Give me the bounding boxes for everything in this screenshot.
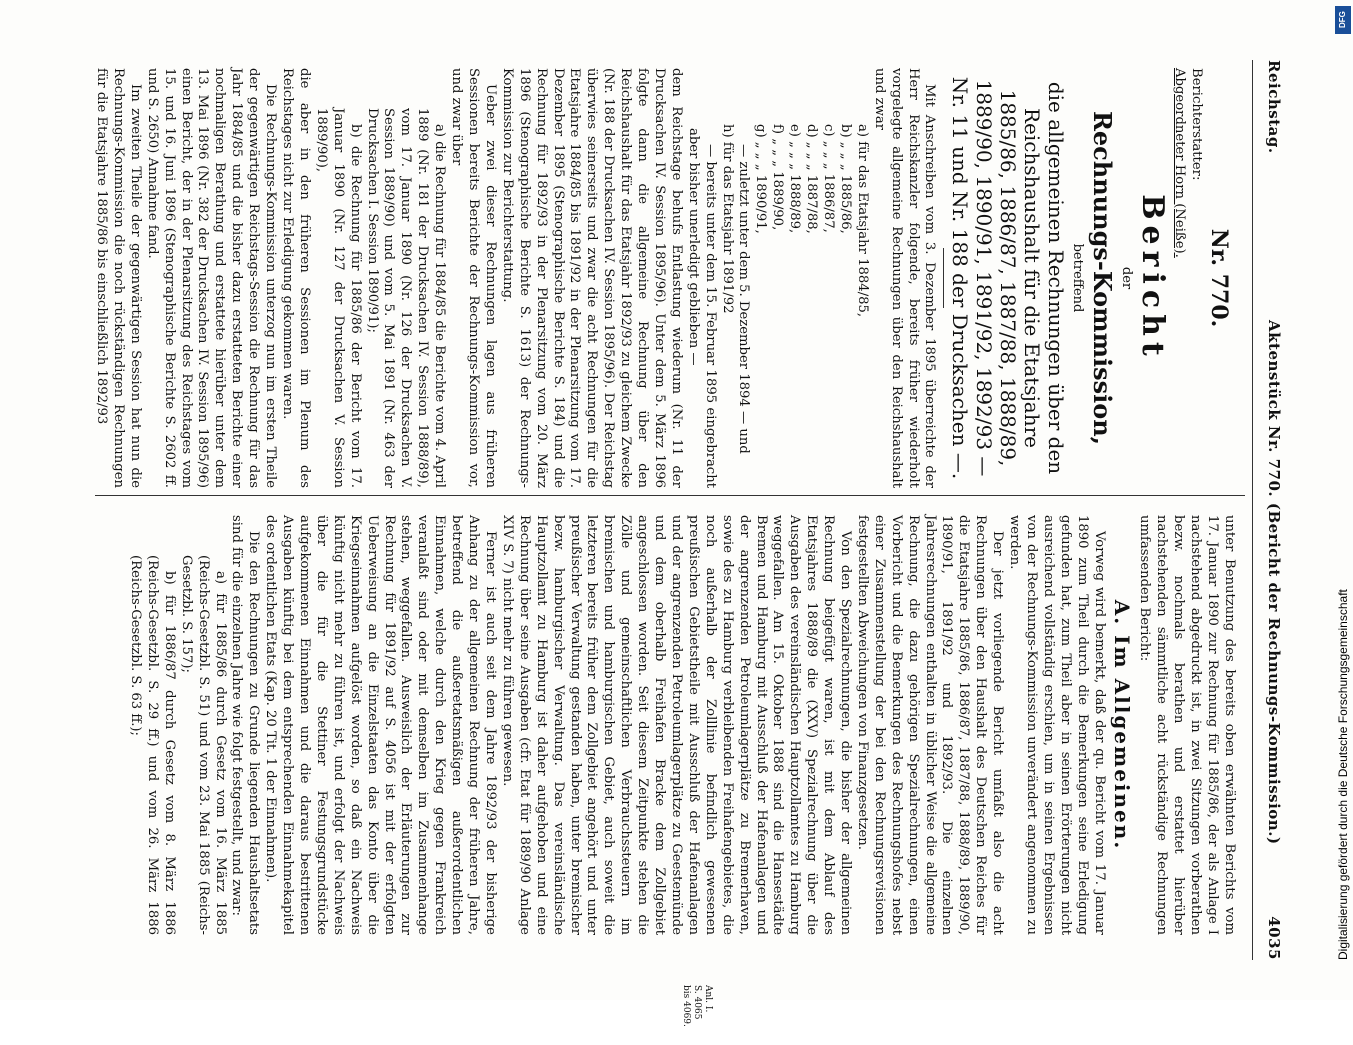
credit-text: Digitalisierung gefördert durch die Deutsche Forschungsgemeinschaft — [1336, 589, 1350, 960]
list-item: a) die Rechnung für 1884/85 die Berichte vom 4. April 1889 (Nr. 181 der Drucksachen IV. Session 1888/89), vom 17. Januar 1890 (Nr. 126 der Drucksachen V. Session 1889/90) und vom 5. Mai 1891 (Nr. 463 der Drucksachen I. Session 1890/91); — [364, 108, 448, 488]
section-heading: A. Im Allgemeinen. — [1109, 599, 1134, 851]
left-column — [92, 68, 1237, 488]
list-item: a) für das Etatsjahr 1884/85, — [854, 124, 870, 318]
report-title: Bericht — [1135, 194, 1171, 362]
paragraph: Vorweg wird bemerkt, daß der qu. Bericht vom 17. Januar 1890 zum Theil durch die Bemerkungen seine Erledigung gefunden hat, zum Theil aber in seinen Erörterungen nicht ausreichend vollständig erschien, um in seinen Ergebnissen von der Rechnungs-Kommission unverändert angenommen zu werden. — [1007, 515, 1107, 935]
list-item: g) „ „ „ 1890/91, — [753, 124, 769, 234]
paragraph: die aber in den früheren Sessionen im Plenum des Reichstages nicht zur Erledigung gekommen waren. — [280, 68, 312, 488]
paragraph: unter Benutzung des bereits oben erwähnten Berichts vom 17. Januar 1890 zur Rechnung für 1885/86, der als Anlage I nachstehend abgedruckt ist, in zwei Sitzungen vorberathen bezw. nochmals berathen und erstattet hierüber nachstehenden sämmtliche acht rückständige Rechnungen umfassenden Bericht: — [1137, 515, 1237, 935]
margin-note-line: bis 4069. — [681, 985, 691, 1027]
dfg-logo: DFG — [1335, 6, 1351, 34]
list-item: c) „ „ „ 1886/87, — [821, 124, 837, 233]
document-number: Nr. 770. — [1206, 228, 1232, 328]
right-column — [126, 515, 1237, 935]
margin-note-line: Anl. I. — [703, 985, 713, 1013]
header-center: Aktenstück Nr. 770. (Bericht der Rechnungs-Kommission.) — [1265, 320, 1283, 845]
paragraph: Von den Spezialrechnungen, die bisher der allgemeinen Rechnung beigefügt waren, ist mit dem Ablauf des Etatsjahres 1888/89 die (XXV) Spezialrechnung über die Ausgaben des vereinsländischen Hauptzollamtes zu Hamburg weggefallen. Am 15. Oktober 1888 sind die Hansestädte Bremen und Hamburg mit Ausschluß der Hafenanlagen und der angrenzenden Petroleumlagerplätze zu Bremerhaven, sowie des zu Hamburg verbleibenden Freihafengebietes, die noch außerhalb der Zolllinie befindlich gewesenen preußischen Gebietstheile mit Ausschluß der Hafenanlagen und der angrenzenden Petroleumlagerplätze zu Geestemünde und dem oberhalb Freihafen Bracke dem Zollgebiet angeschlossen worden. Seit diesem Zeitpunkte stehen die Zölle und gemeinschaftlichen Verbrauchssteuern im bremischen und hamburgischen Gebiet, auch soweit die letzteren bereits früher dem Zollgebiet angehört und unter preußischer Verwaltung gestanden haben, unter bremischer bezw. hamburgischer Verwaltung. Das vereinsländische Hauptzollamt zu Hamburg ist daher aufgehoben und eine Rechnung über seine Ausgaben (cfr. Etat für 1889/90 Anlage XIV S. 7) nicht mehr zu führen gewesen. — [499, 515, 854, 935]
list-item: d) „ „ „ 1887/88, — [804, 124, 820, 234]
list-item: h) für das Etatsjahr 1891/92 — [719, 124, 735, 314]
list-item: b) „ „ „ 1885/86, — [837, 124, 853, 234]
divider — [943, 248, 944, 308]
paragraph: Die den Rechnungen zu Grunde liegenden Haushaltsetats sind für die einzelnen Jahre wie folgt festgestellt, und zwar: — [229, 515, 262, 935]
running-header — [1252, 60, 1293, 960]
reporter-name: Abgeordneter Horn (Neiße). — [1172, 68, 1188, 258]
paragraph: Die Rechnungs-Kommission unterzog nun im ersten Theile der gegenwärtigen Reichstags-Session die Rechnung für das Jahr 1884/85 und die bisher dazu erstatteten Berichte einer nochmaligen Berathung und erstattete hierüber unter dem 13. Mai 1896 (Nr. 382 der Drucksachen IV. Session 1895/96) einen Bericht, der in der Plenarsitzung des Reichstages vom 15. und 16. Juni 1896 (Stenographische Berichte S. 2602 ff. und S. 2650) Annahme fand. — [144, 68, 279, 488]
list-item: f) „ „ „ 1889/90, — [770, 124, 786, 231]
paragraph: Mit Anschreiben vom 3. Dezember 1895 überreichte der Herr Reichskanzler folgende, bereits früher wiederholt vorgelegte allgemeine Rechnungen über den Reichshaushalt und zwar — [871, 68, 938, 488]
report-title-der: der — [1119, 266, 1135, 290]
paragraph: Ueber zwei dieser Rechnungen lagen aus früheren Sessionen bereits Berichte der Rechnungs-Kommission vor, und zwar über — [449, 68, 498, 488]
list-item: a) für 1885/86 durch Gesetz vom 16. März 1885 (Reichs-Gesetzbl. S. 51) und vom 23. Mai 1885 (Reichs-Gesetzbl. S. 157); — [178, 555, 228, 935]
list-note: — zuletzt unter dem 5. Dezember 1894 — und — [736, 144, 752, 454]
digitization-credit — [1333, 0, 1353, 1000]
paragraph: Ferner ist auch seit dem Jahre 1892/93 der bisherige Anhang zu der allgemeinen Rechnung der früheren Jahre, betreffend die außeretatsmäßigen außerordentlichen Einnahmen, welche durch den Krieg gegen Frankreich veranlaßt sind oder mit demselben im Zusammenhange stehen, weggefallen. Ausweislich der Erläuterungen zur Rechnung für 1891/92 auf S. 4056 ist mit der erfolgten Ueberweisung an die Einzelstaaten das Konto über die Kriegseinnahmen aufgelöst worden, so daß ein Nachweis künftig nicht mehr zu führen ist, und erfolgt der Nachweis über die für die Stettiner Festungsgrundstücke aufgekommenen Einnahmen und die daraus bestrittenen Ausgaben künftig bei dem entsprechenden Einnahmekapitel des ordentlichen Etats (Kap. 20 Tit. 1 der Einnahmen). — [263, 515, 499, 935]
list-note: — bereits unter dem 15. Februar 1895 eingebracht aber bisher unerledigt geblieben — — [685, 128, 718, 488]
report-commission: Rechnungs-Kommission, — [1088, 110, 1118, 446]
list-item: b) die Rechnung für 1885/86 der Bericht vom 17. Januar 1890 (Nr. 127 der Drucksachen V. Session 1889/90), — [313, 108, 363, 488]
list-item: b) für 1886/87 durch Gesetz vom 8. März 1886 (Reichs-Gesetzbl. S. 29 ff.) und vom 26. März 1886 (Reichs-Gesetzbl. S. 63 ff.); — [128, 555, 177, 935]
margin-note-line: S. 4065 — [692, 985, 702, 1020]
reporter-label: Berichterstatter: — [1189, 68, 1205, 181]
list-item: e) „ „ „ 1888/89, — [787, 124, 803, 234]
paragraph: dem Reichstage behufs Entlastung wiederum (Nr. 11 der Drucksachen IV. Session 1895/96). Unter dem 5. März 1896 folgte dann die allgemeine Rechnung über den Reichshaushalt für das Etatsjahr 1892/93 zu gleichem Zwecke (Nr. 188 der Drucksachen IV. Session 1895/96). Der Reichstag überwies seinerseits und zwar die acht Rechnungen für die Etatsjahre 1884/85 bis 1891/92 in der Plenarsitzung vom 17. Dezember 1895 (Stenographische Berichte S. 184) und die Rechnung für 1892/93 in der Plenarsitzung vom 20. März 1896 (Stenographische Berichte S. 1613) der Rechnungs-Kommission zur Berichterstattung. — [499, 68, 684, 488]
column-divider — [95, 495, 1245, 496]
margin-note — [680, 985, 713, 1045]
paragraph: Der jetzt vorliegende Bericht umfaßt also die acht Rechnungen über den Haushalt des Deutschen Reiches für die Etatsjahre 1885/86, 1886/87, 1887/88, 1888/89, 1889/90, 1890/91, 1891/92 und 1892/93. Die einzelnen Jahresrechnungen enthalten in üblicher Weise die allgemeine Rechnung, die dazu gehörigen Spezialrechnungen, einen Vorbericht und die Bemerkungen des Rechnungshofes nebst einer Zusammenstellung der bei den Rechnungsrevisionen festgestellten Abweichungen von Finanzgesetzen. — [854, 515, 1006, 935]
report-subject: die allgemeinen Rechnungen über den Reichshaushalt für die Etatsjahre 1885/86, 1886/87, 1887/88, 1888/89, 1889/90, 1890/91, 1891/92, 1892/93 — Nr. 11 und Nr. 188 der Drucksachen —. — [948, 76, 1069, 480]
header-left: Reichstag. — [1265, 60, 1283, 154]
paragraph: Im zweiten Theile der gegenwärtigen Session hat nun die Rechnungs-Kommission die noch rückständigen Rechnungen für die Etatsjahre 1885/86 bis einschließlich 1892/93 — [94, 68, 143, 488]
page-number: 4035 — [1265, 916, 1283, 960]
report-betreffend: betreffend — [1070, 243, 1086, 313]
